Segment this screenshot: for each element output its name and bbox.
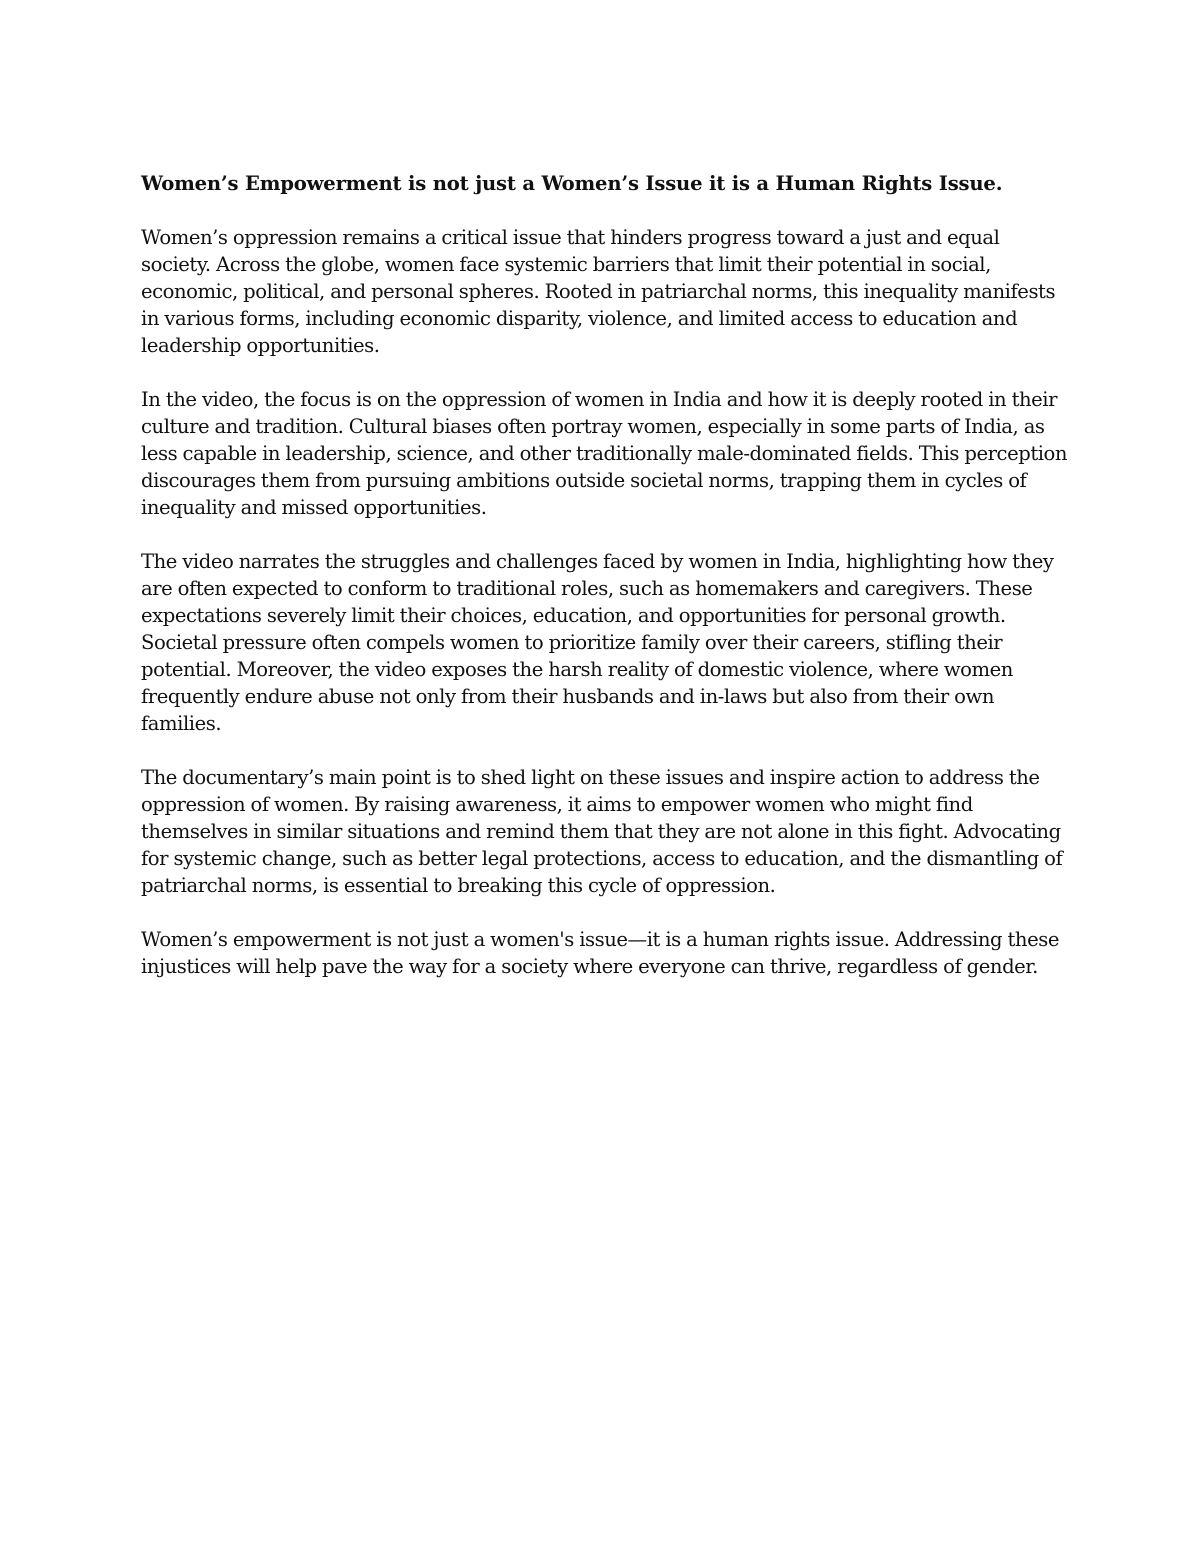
paragraph-3 [141,548,1071,737]
paragraph-line: frequently endure abuse not only from their husbands and in-laws but also from their own [141,685,994,708]
paragraph-line: economic, political, and personal spheres. Rooted in patriarchal norms, this inequality manifests [141,280,1056,303]
paragraph-line: oppression of women. By raising awareness, it aims to empower women who might find [141,793,973,816]
paragraph-line: Societal pressure often compels women to prioritize family over their careers, stifling their [141,631,1003,654]
paragraph-line: culture and tradition. Cultural biases often portray women, especially in some parts of India, as [141,415,1045,438]
paragraph-4 [141,764,1071,899]
paragraph-line: discourages them from pursuing ambitions outside societal norms, trapping them in cycles of [141,469,1027,492]
paragraph-line: themselves in similar situations and remind them that they are not alone in this fight. Advocating [141,820,1061,843]
paragraph-line: for systemic change, such as better legal protections, access to education, and the dismantling of [141,847,1063,870]
paragraph-line: inequality and missed opportunities. [141,496,487,519]
paragraph-line: potential. Moreover, the video exposes the harsh reality of domestic violence, where women [141,658,1013,681]
document-title: Women’s Empowerment is not just a Women’s Issue it is a Human Rights Issue. [141,172,1003,195]
paragraph-2 [141,386,1071,521]
paragraph-5 [141,926,1071,980]
document-page [141,170,1071,980]
paragraph-line: In the video, the focus is on the oppression of women in India and how it is deeply rooted in their [141,388,1058,411]
paragraph-line: patriarchal norms, is essential to breaking this cycle of oppression. [141,874,776,897]
paragraph-line: in various forms, including economic disparity, violence, and limited access to education and [141,307,1018,330]
paragraph-line: families. [141,712,222,735]
paragraph-line: The documentary’s main point is to shed light on these issues and inspire action to address the [141,766,1040,789]
paragraph-line: expectations severely limit their choices, education, and opportunities for personal growth. [141,604,1006,627]
paragraph-line: Women’s oppression remains a critical issue that hinders progress toward a just and equal [141,226,1000,249]
paragraph-line: Women’s empowerment is not just a women's issue—it is a human rights issue. Addressing these [141,928,1059,951]
paragraph-line: are often expected to conform to traditional roles, such as homemakers and caregivers. These [141,577,1033,600]
paragraph-line: leadership opportunities. [141,334,380,357]
paragraph-line: society. Across the globe, women face systemic barriers that limit their potential in social, [141,253,991,276]
paragraph-line: less capable in leadership, science, and other traditionally male-dominated fields. This perception [141,442,1068,465]
paragraph-line: The video narrates the struggles and challenges faced by women in India, highlighting how they [141,550,1054,573]
paragraph-line: injustices will help pave the way for a society where everyone can thrive, regardless of gender. [141,955,1038,978]
paragraph-1 [141,224,1071,359]
